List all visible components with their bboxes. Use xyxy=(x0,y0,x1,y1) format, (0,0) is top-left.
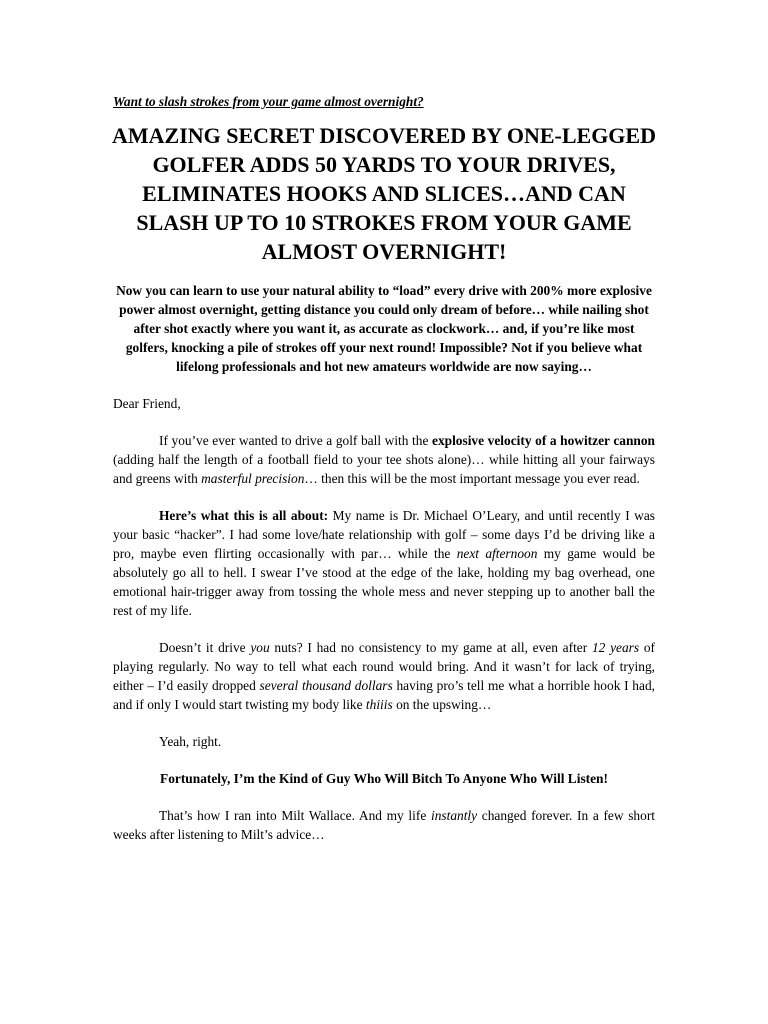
text-run: My name is Dr. Michael O’Leary, and until recently I was your basic “hacker”. I had some love/hate relationship with golf – some days I’d be driving like a pro, maybe even flirting occasionally with par… while the xyxy=(113,508,656,561)
paragraph-3 xyxy=(113,638,655,714)
paragraph-1 xyxy=(113,431,655,488)
italic-phrase: next afternoon xyxy=(456,546,538,561)
text-run: changed forever. In a few short weeks after listening to Milt’s advice… xyxy=(113,808,656,842)
text-run: nuts? I had no consistency to my game at all, even after xyxy=(269,640,592,655)
text-run: If you’ve ever wanted to drive a golf ball with the xyxy=(159,433,432,448)
greeting: Dear Friend, xyxy=(113,396,181,411)
paragraph-4: Yeah, right. xyxy=(159,734,222,749)
text-run: my game would be absolutely go all to hell. I swear I’ve stood at the edge of the lake, holding my bag overhead, one emotional hair-trigger away from tossing the whole mess and never stepping up to another ball the rest of my life. xyxy=(113,546,655,618)
italic-word: you xyxy=(250,640,270,655)
italic-phrase: several thousand dollars xyxy=(259,678,393,693)
text-run: That’s how I ran into Milt Wallace. And my life xyxy=(159,808,431,823)
italic-phrase: masterful precision xyxy=(201,471,305,486)
italic-phrase: 12 years xyxy=(591,640,640,655)
text-run: … then this will be the most important message you ever read. xyxy=(304,471,640,486)
text-run: (adding half the length of a football field to your tee shots alone)… while hitting all your fairways and greens with xyxy=(113,452,655,486)
paragraph-2 xyxy=(113,506,655,620)
paragraph-5 xyxy=(113,806,655,844)
text-run: of playing regularly. No way to tell what each round would bring. And it wasn’t for lack of trying, either – I’d easily dropped xyxy=(113,640,655,693)
subheadline: Now you can learn to use your natural ability to “load” every drive with 200% more explosive power almost overnight, getting distance you could only dream of before… while nailing shot after shot exactly where you want it, as accurate as clockwork… and, if you’re like most golfers, knocking a pile of strokes off your next round! Impossible? Not if you believe what lifelong professionals and hot new amateurs worldwide are now saying… xyxy=(116,283,652,374)
kicker-line: Want to slash strokes from your game almost overnight? xyxy=(113,94,424,109)
text-run: Doesn’t it drive xyxy=(159,640,251,655)
text-run: having pro’s tell me what a horrible hook I had, and if only I would start twisting my body like xyxy=(113,678,655,712)
italic-word: thiiis xyxy=(365,697,393,712)
italic-word: instantly xyxy=(430,808,478,823)
headline: AMAZING SECRET DISCOVERED BY ONE-LEGGED GOLFER ADDS 50 YARDS TO YOUR DRIVES, ELIMINATES HOOKS AND SLICES…AND CAN SLASH UP TO 10 STROKES FROM YOUR GAME ALMOST OVERNIGHT! xyxy=(112,123,656,264)
text-run: on the upswing… xyxy=(392,697,492,712)
bold-phrase: explosive velocity of a howitzer cannon xyxy=(432,433,655,448)
bold-lead-in: Here’s what this is all about: xyxy=(159,508,329,523)
section-subheading: Fortunately, I’m the Kind of Guy Who Will Bitch To Anyone Who Will Listen! xyxy=(160,771,608,786)
document-page xyxy=(113,93,655,862)
